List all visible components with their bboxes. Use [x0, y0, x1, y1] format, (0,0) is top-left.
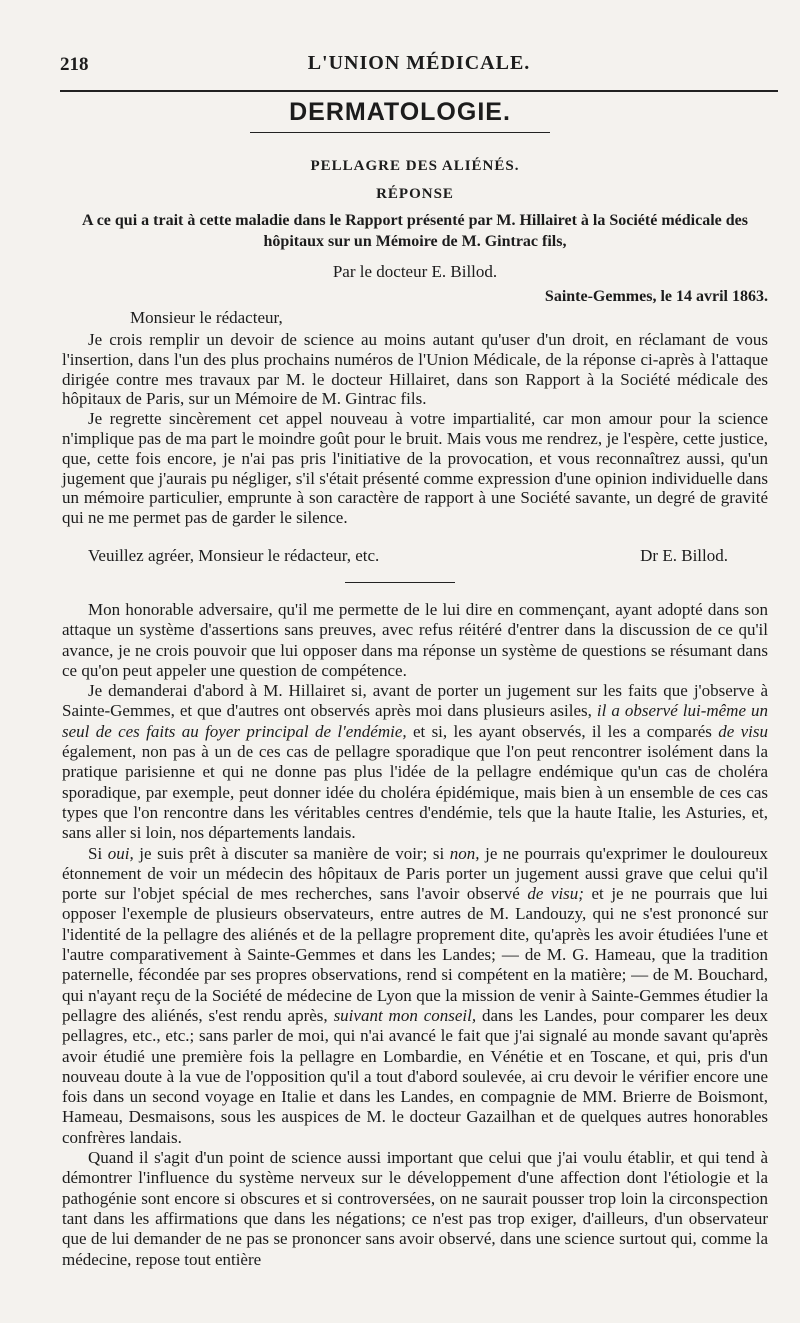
- article-subtitle: RÉPONSE: [376, 186, 454, 202]
- page-number: 218: [60, 54, 89, 75]
- text-run: dans les Landes, pour comparer les deux pellagres, etc., etc.; sans parler de moi, qui n'ai avancé le fait que j'ai signalé au monde savant qu'après avoir étudié une première fois la pellagre en Lombardie, en Vénétie et en Toscane, et qui, pris d'un nouveau doute à la vue de l'opposition qu'il a tout d'abord soulevée, ai cru devoir le vérifier encore une fois dans un second voyage en Italie et dans les Landes, en compagnie de MM. Brierre de Boismont, Hameau, Desmaisons, sous les auspices de M. le docteur Gazailhan et de quelques autres honorables confrères landais.: [62, 1005, 768, 1147]
- article-title: PELLAGRE DES ALIÉNÉS.: [310, 158, 520, 174]
- text-run: je ne pourrais qu'exprimer le douloureux étonnement de voir un médecin des hôpitaux de Paris porter un jugement aussi grave que celui qu'il porte sur l'objet spécial de mes recherches, sans l'avoir observé: [62, 843, 769, 904]
- article-intro-line-1: A ce qui a trait à cette maladie dans le Rapport présenté par M. Hillairet à la Société médicale des: [82, 212, 748, 229]
- italic-run: il a observé lui-même un seul de ces faits au foyer principal de l'endémie,: [62, 701, 768, 741]
- article-author: Par le docteur E. Billod.: [332, 262, 498, 281]
- italic-run: non,: [449, 843, 480, 863]
- closing-formula: Veuillez agréer, Monsieur le rédacteur, etc.: [88, 546, 380, 565]
- article-intro: [62, 210, 768, 252]
- letter-closing: [62, 546, 768, 566]
- salutation: Monsieur le rédacteur,: [130, 308, 283, 327]
- body-paragraph-1: Mon honorable adversaire, qu'il me permette de le lui dire en commençant, ayant adopté dans son attaque un système d'assertions sans preuves, avec refus réitéré d'entrer dans la discussion de ce qu'il avance, je ne crois pouvoir que lui opposer dans ma réponse un système de questions se résumant dans ce qu'on peut appeler une question de compétence.: [62, 600, 768, 680]
- text-run: Je demanderai d'abord à M. Hillairet si, avant de porter un jugement sur les faits que j'observe à Sainte-Gemmes, et que d'autres ont observés après moi dans plusieurs asiles,: [62, 681, 768, 721]
- section-title: DERMATOLOGIE.: [289, 98, 511, 126]
- header-rule: [60, 90, 778, 92]
- section-title-rule: [250, 132, 550, 133]
- text-run: Si: [88, 843, 103, 863]
- separator-rule: [345, 582, 455, 583]
- body-text: [62, 600, 768, 1270]
- body-paragraph-2: [62, 681, 768, 843]
- text-run: je suis prêt à discuter sa manière de voir; si: [139, 843, 445, 863]
- article-intro-line-2: hôpitaux sur un Mémoire de M. Gintrac fils,: [263, 233, 567, 250]
- italic-run: de visu: [718, 721, 769, 741]
- text-run: et si, les ayant observés, il les a comparés: [412, 721, 712, 741]
- italic-run: oui,: [107, 843, 134, 863]
- dateline: Sainte-Gemmes, le 14 avril 1863.: [544, 288, 768, 305]
- text-run: et je ne pourrais que lui opposer l'exemple de plusieurs observateurs, entre autres de M. Landouzy, qui ne s'est prononcé sur l'identité de la pellagre des aliénés et de la pellagre proprement dite, qu'après les avoir étudiées l'une et l'autre comparativement à Sainte-Gemmes et dans les Landes; — de M. G. Hameau, que la tradition paternelle, fécondée par ses propres observations, rend si compétent en la matière; — de M. Bouchard, qui n'ayant reçu de la Société de médecine de Lyon que la mission de venir à Sainte-Gemmes étudier la pellagre des aliénés, s'est rendu après,: [62, 884, 769, 1025]
- italic-run: de visu;: [527, 884, 584, 904]
- letter-paragraph-1: Je crois remplir un devoir de science au moins autant qu'user d'un droit, en réclamant de vous l'insertion, dans l'un des plus prochains numéros de l'Union Médicale, de la réponse ci-après à l'attaque dirigée contre mes travaux par M. le docteur Hillairet, dans son Rapport à la Société médicale des hôpitaux de Paris, sur un Mémoire de M. Gintrac fils.: [62, 330, 768, 409]
- signature: Dr E. Billod.: [640, 546, 728, 565]
- text-run: également, non pas à un de ces cas de pellagre sporadique que l'on peut rencontrer isolément dans la pratique parisienne et qui ne donne pas plus l'idée de la pellagre endémique qu'un cas de choléra sporadique, par exemple, peut donner idée du choléra épidémique, mais bien à un ensemble de ces cas types que l'on rencontre dans les véritables centres d'endémie, tels que la haute Italie, les Asturies, et, sans aller si loin, nos départements landais.: [62, 742, 768, 843]
- body-paragraph-3: [62, 844, 768, 1148]
- journal-title: L'UNION MÉDICALE.: [307, 52, 531, 74]
- body-paragraph-4: Quand il s'agit d'un point de science aussi important que celui que j'ai voulu établir, et qui tend à démontrer l'influence du système nerveux sur le développement d'une affection dont l'étiologie et la pathogénie sont encore si obscures et si controversées, on ne saurait pousser trop loin la circonspection tant dans les affirmations que dans les négations; ce n'est pas trop exiger, d'ailleurs, d'un observateur que de lui demander de ne pas se prononcer sans avoir observé, dans une science surtout qui, comme la médecine, repose tout entière: [62, 1148, 768, 1269]
- running-head: [60, 52, 778, 78]
- letter-paragraph-2: Je regrette sincèrement cet appel nouveau à votre impartialité, car mon amour pour la science n'implique pas de ma part le moindre goût pour le bruit. Mais vous me rendrez, je l'espère, cette justice, que, cette fois encore, je n'ai pas pris l'initiative de la provocation, et vous reconnaîtrez aussi, qu'un jugement que j'aurais pu négliger, s'il s'était présenté comme expression d'une opinion individuelle dans un mémoire particulier, emprunte à son caractère de rapport à une Société savante, un degré de gravité qui ne me permet pas de garder le silence.: [62, 409, 768, 528]
- letter-text: [62, 330, 768, 528]
- italic-run: suivant mon conseil,: [333, 1005, 477, 1025]
